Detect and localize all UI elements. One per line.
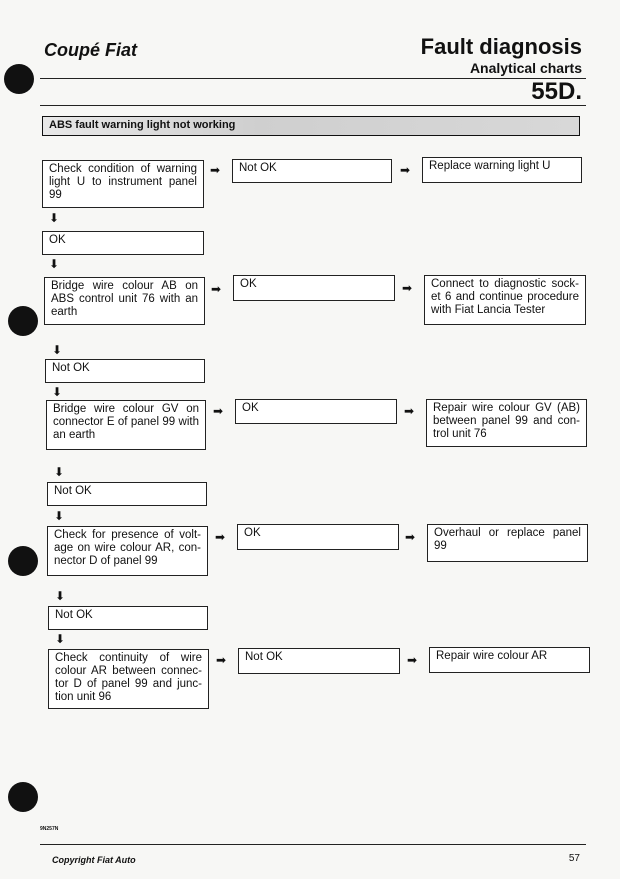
page-code: 55D.: [531, 78, 582, 105]
down-arrow-icon: ⬇: [54, 465, 65, 479]
right-arrow-icon: ➡: [407, 653, 418, 667]
right-arrow-icon: ➡: [402, 281, 413, 295]
check-box: Check condition of warning light U to instrument panel 99: [42, 160, 204, 208]
check-box: Bridge wire colour GV on connector E of panel 99 with an earth: [46, 400, 206, 450]
result-box: Not OK: [47, 482, 207, 506]
check-box: Bridge wire colour AB on ABS control unit 76 with an earth: [44, 277, 205, 325]
right-arrow-icon: ➡: [404, 404, 415, 418]
right-arrow-icon: ➡: [215, 530, 226, 544]
down-arrow-icon: ⬇: [52, 343, 63, 357]
footer-rule: [40, 844, 586, 845]
result-box: Not OK: [238, 648, 400, 674]
result-box: Not OK: [48, 606, 208, 630]
section-title: Fault diagnosis: [420, 34, 582, 59]
page-number: 57: [568, 853, 580, 864]
right-arrow-icon: ➡: [213, 404, 224, 418]
document-code: 9N257N: [40, 826, 59, 832]
down-arrow-icon: ⬇: [55, 632, 66, 646]
binder-hole: [4, 64, 34, 94]
result-box: OK: [237, 524, 399, 550]
result-box: Not OK: [232, 159, 392, 183]
action-box: Overhaul or replace panel 99: [427, 524, 588, 562]
check-box: Check continuity of wire colour AR between connec-tor D of panel 99 and junc-tion unit 96: [48, 649, 209, 709]
action-box: Replace warning light U: [422, 157, 582, 183]
right-arrow-icon: ➡: [216, 653, 227, 667]
binder-hole: [8, 546, 38, 576]
check-box: Check for presence of volt-age on wire colour AR, con-nector D of panel 99: [47, 526, 208, 576]
copyright: Copyright Fiat Auto: [52, 855, 136, 865]
down-arrow-icon: ⬇: [55, 589, 66, 603]
binder-hole: [8, 306, 38, 336]
brand-title: Coupé Fiat: [44, 40, 137, 60]
right-arrow-icon: ➡: [211, 282, 222, 296]
right-arrow-icon: ➡: [210, 163, 221, 177]
right-arrow-icon: ➡: [405, 530, 416, 544]
fault-banner: ABS fault warning light not working: [42, 116, 580, 136]
down-arrow-icon: ⬇: [49, 257, 60, 271]
header-rule: [40, 78, 586, 79]
header-rule-lower: [40, 105, 586, 106]
action-box: Repair wire colour AR: [429, 647, 590, 673]
action-box: Connect to diagnostic sock-et 6 and continue procedure with Fiat Lancia Tester: [424, 275, 586, 325]
result-box: OK: [233, 275, 395, 301]
right-arrow-icon: ➡: [400, 163, 411, 177]
result-box: Not OK: [45, 359, 205, 383]
result-box: OK: [235, 399, 397, 424]
down-arrow-icon: ⬇: [52, 385, 63, 399]
down-arrow-icon: ⬇: [49, 211, 60, 225]
down-arrow-icon: ⬇: [54, 509, 65, 523]
binder-hole: [8, 782, 38, 812]
action-box: Repair wire colour GV (AB) between panel 99 and con-trol unit 76: [426, 399, 587, 447]
result-box: OK: [42, 231, 204, 255]
subsection-title: Analytical charts: [469, 60, 582, 76]
